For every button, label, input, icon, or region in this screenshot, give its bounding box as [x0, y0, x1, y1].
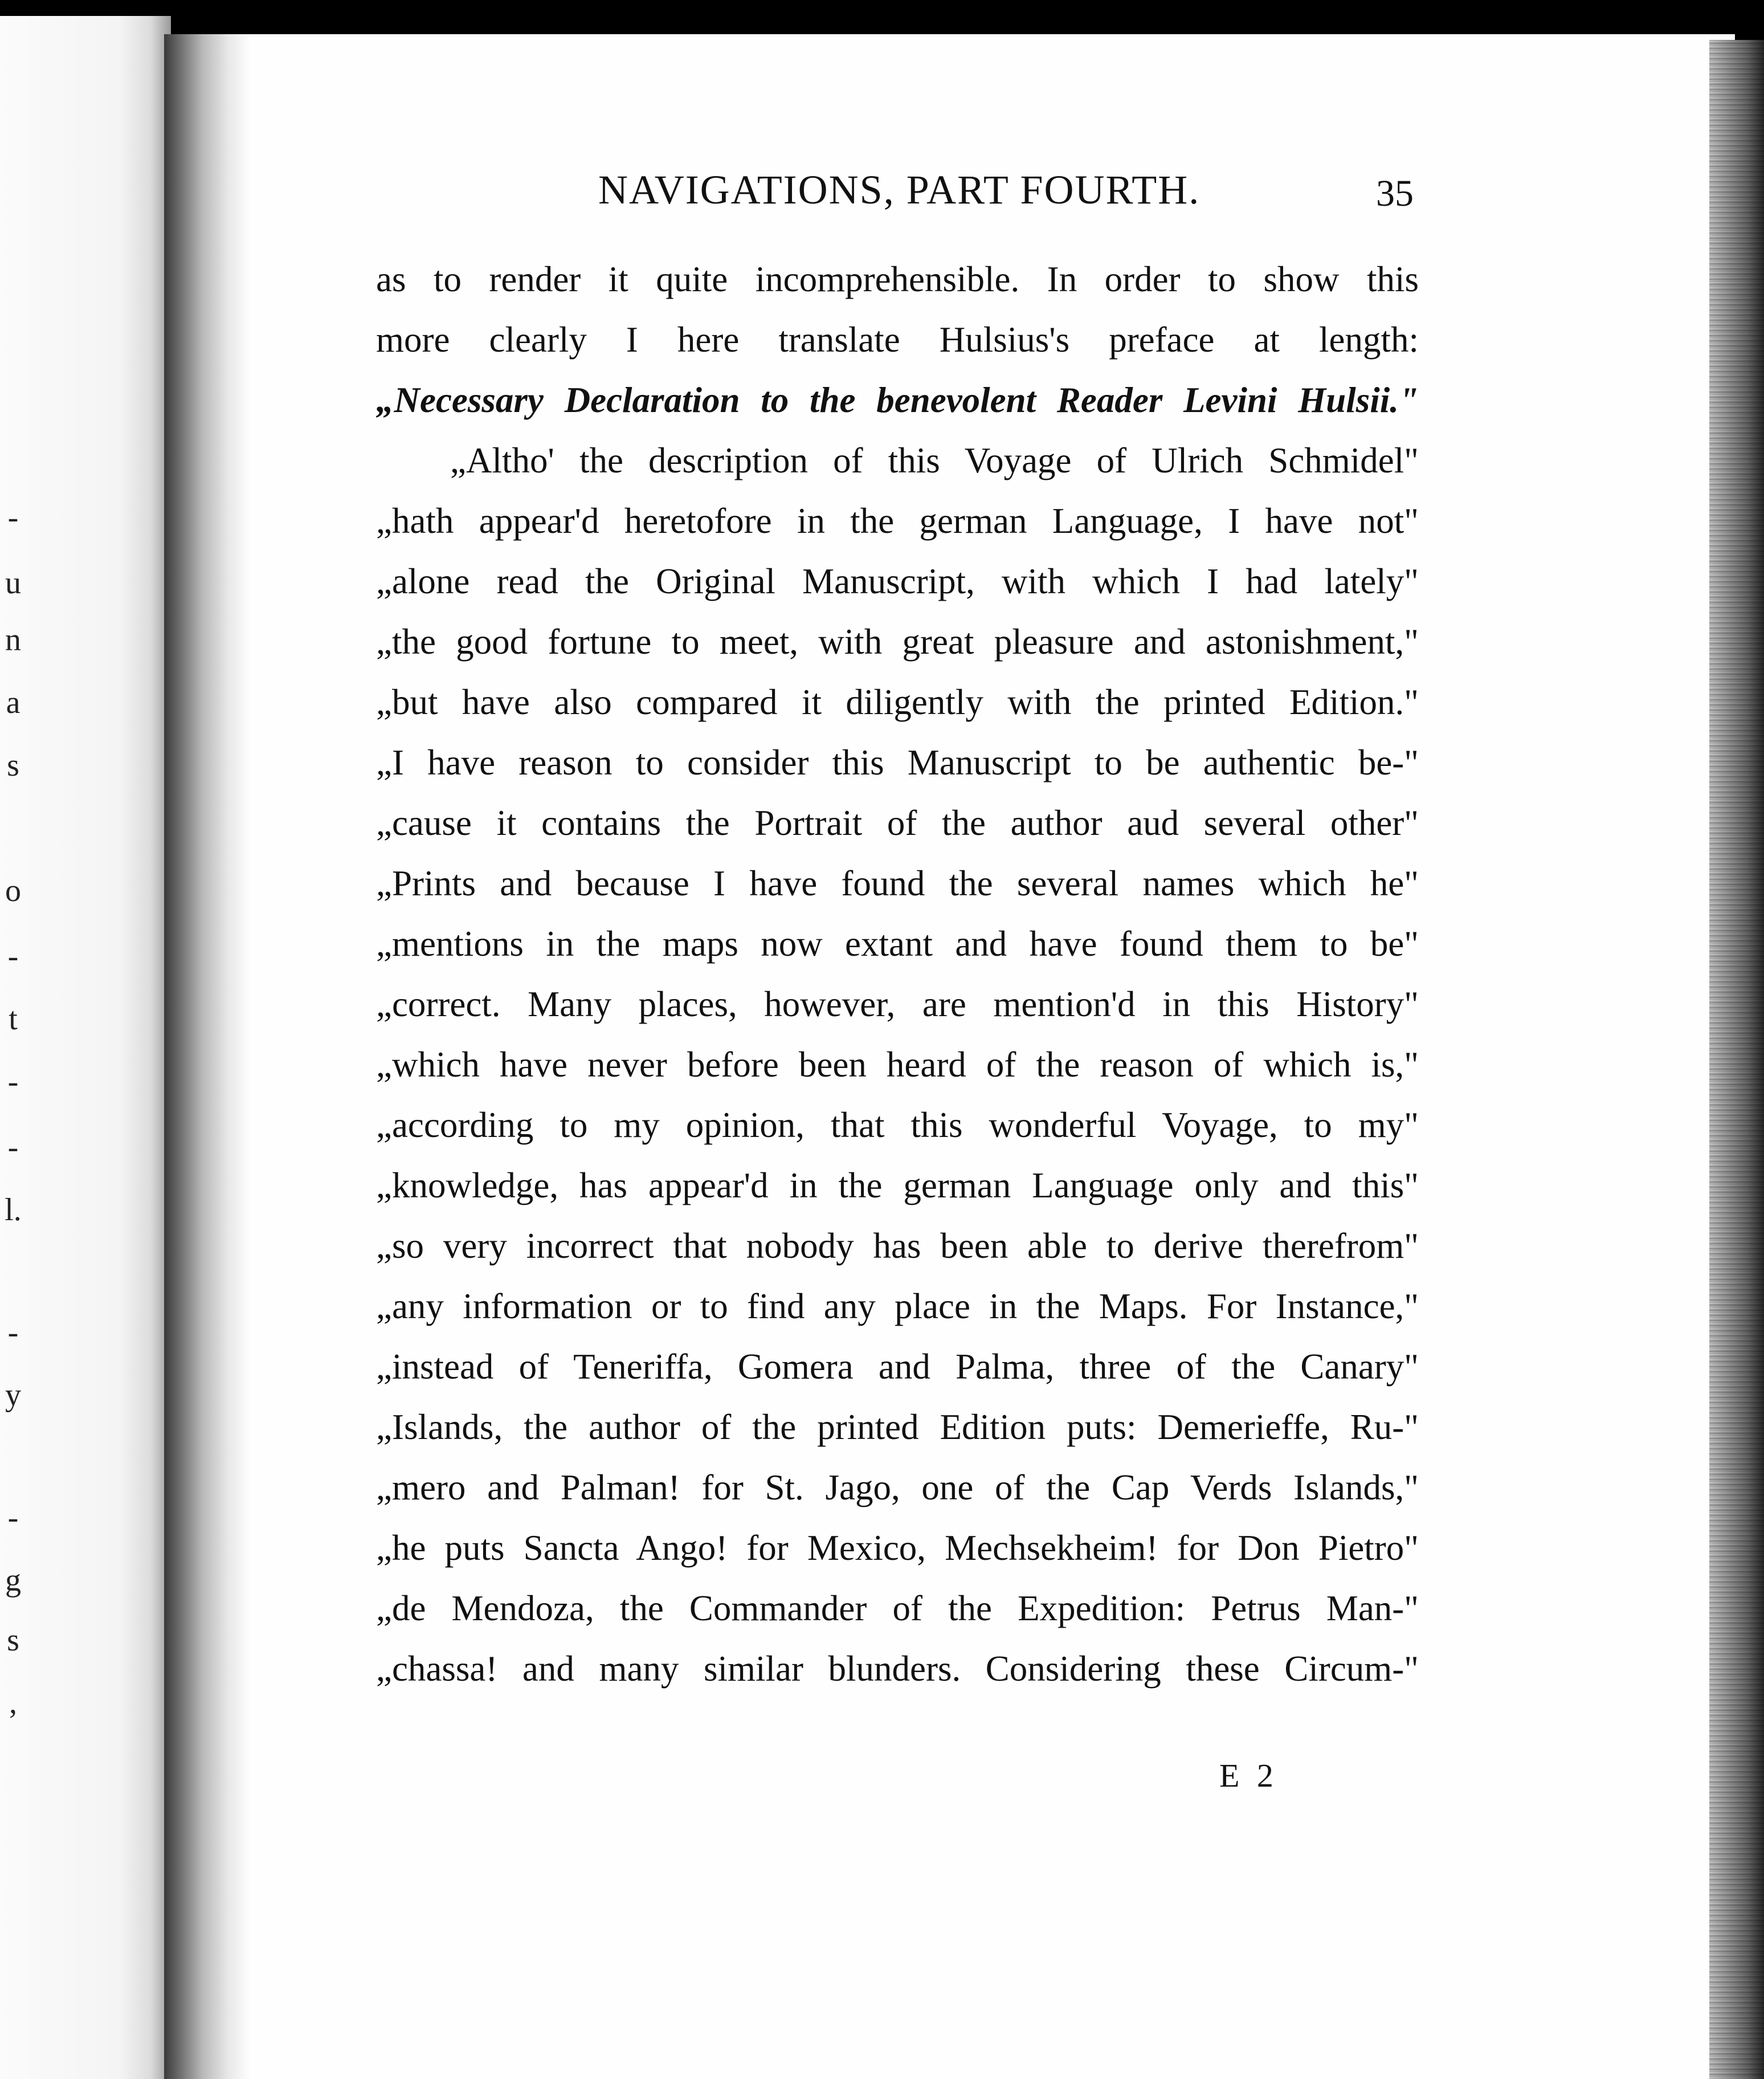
- margin-char: -: [7, 1064, 19, 1099]
- text-line: „Altho' the description of this Voyage of Ulrich Schmidel": [450, 441, 1419, 480]
- page-stack-edge: [1709, 40, 1764, 2079]
- margin-char: -: [7, 1130, 19, 1165]
- text-line: „he puts Sancta Ango! for Mexico, Mechsekheim! for Don Pietro": [376, 1528, 1419, 1568]
- text-line: „knowledge, has appear'd in the german Language only and this": [376, 1165, 1419, 1205]
- margin-char: s: [7, 748, 19, 783]
- margin-char: -: [7, 1315, 19, 1350]
- text-line: „de Mendoza, the Commander of the Expedition: Petrus Man-": [376, 1588, 1419, 1628]
- text-line-heading: „Necessary Declaration to the benevolent Reader Levini Hulsii.": [376, 380, 1419, 420]
- text-line: „mentions in the maps now extant and have found them to be": [376, 924, 1419, 964]
- page-number: 35: [1376, 173, 1414, 214]
- text-line: „alone read the Original Manuscript, with which I had lately": [376, 561, 1419, 601]
- text-line: „chassa! and many similar blunders. Considering these Circum-": [376, 1649, 1419, 1689]
- margin-char: u: [5, 565, 21, 601]
- margin-char: n: [5, 622, 21, 658]
- text-line: „the good fortune to meet, with great pleasure and astonishment,": [376, 622, 1419, 662]
- text-line: „which have never before been heard of the reason of which is,": [376, 1045, 1419, 1085]
- text-line: more clearly I here translate Hulsius's preface at length:: [376, 320, 1419, 360]
- previous-page-edge: [0, 16, 171, 2079]
- margin-char: ,: [9, 1685, 17, 1721]
- margin-char: g: [5, 1563, 21, 1598]
- text-line: „correct. Many places, however, are mention'd in this History": [376, 984, 1419, 1024]
- text-line: „Islands, the author of the printed Edition puts: Demerieffe, Ru-": [376, 1407, 1419, 1447]
- margin-char: l.: [5, 1192, 22, 1228]
- text-line: „any information or to find any place in the Maps. For Instance,": [376, 1286, 1419, 1326]
- text-line: „so very incorrect that nobody has been able to derive therefrom": [376, 1226, 1419, 1266]
- margin-char: -: [7, 500, 19, 535]
- text-line: „according to my opinion, that this wonderful Voyage, to my": [376, 1105, 1419, 1145]
- book-gutter-shadow: [164, 34, 250, 2079]
- text-line: „Prints and because I have found the several names which he": [376, 863, 1419, 903]
- margin-char: s: [7, 1623, 19, 1658]
- text-line: „I have reason to consider this Manuscript to be authentic be-": [376, 743, 1419, 782]
- margin-char: y: [5, 1377, 21, 1413]
- margin-char: a: [6, 685, 21, 720]
- margin-char: -: [7, 939, 19, 974]
- text-line: as to render it quite incomprehensible. In order to show this: [376, 259, 1419, 299]
- text-line: „instead of Teneriffa, Gomera and Palma, three of the Canary": [376, 1347, 1419, 1387]
- running-head: NAVIGATIONS, PART FOURTH.: [598, 167, 1200, 213]
- margin-char: t: [9, 1001, 18, 1037]
- text-line: „but have also compared it diligently with the printed Edition.": [376, 682, 1419, 722]
- text-line: „mero and Palman! for St. Jago, one of the Cap Verds Islands,": [376, 1467, 1419, 1507]
- text-line: „hath appear'd heretofore in the german Language, I have not": [376, 501, 1419, 541]
- margin-char: -: [7, 1500, 19, 1535]
- signature-mark: E 2: [1219, 1757, 1278, 1794]
- previous-page-margin-text: [0, 0, 23, 2079]
- text-line: „cause it contains the Portrait of the author aud several other": [376, 803, 1419, 843]
- margin-char: o: [5, 873, 21, 908]
